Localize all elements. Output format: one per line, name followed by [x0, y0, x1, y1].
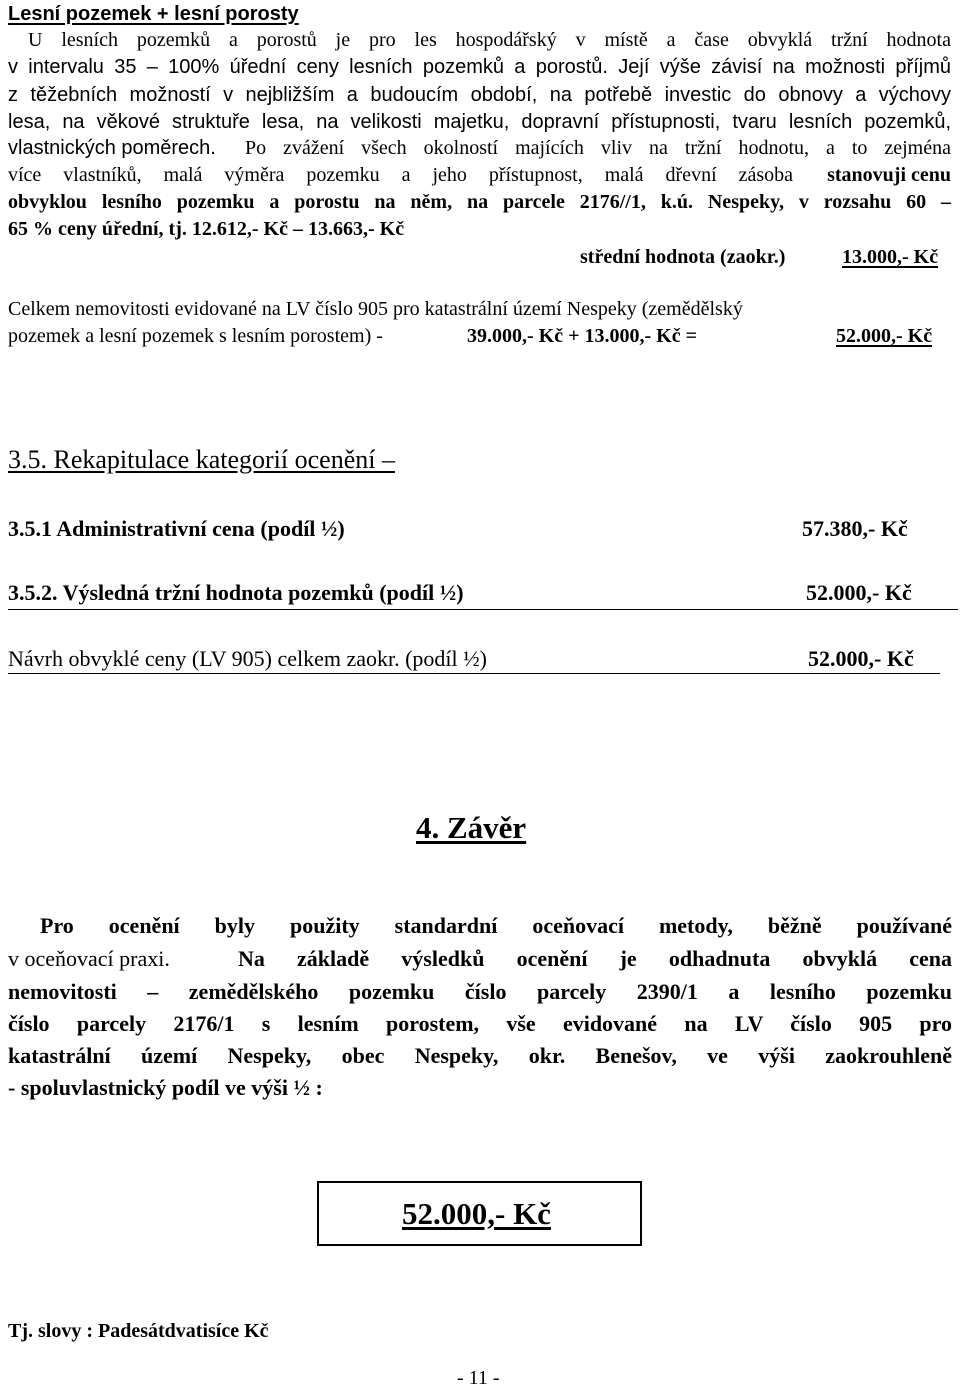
- recap-row-2-label: 3.5.2. Výsledná tržní hodnota pozemků (podíl ½): [8, 580, 464, 605]
- forest-line-8: 65 % ceny úřední, tj. 12.612,- Kč – 13.663,- Kč: [8, 218, 405, 240]
- conclusion-line-3: nemovitosti – zemědělského pozemku číslo parcely 2390/1 a lesního pozemku: [8, 979, 952, 1004]
- forest-line-5-b: Po zvážení všech okolností majících vliv na tržní hodnotu, a to zejména: [245, 137, 951, 159]
- conclusion-line-2: [8, 946, 952, 972]
- forest-line-6: [8, 164, 951, 187]
- total-line-1: Celkem nemovitosti evidované na LV číslo 905 pro katastrální území Nespeky (zemědělský: [8, 298, 743, 320]
- recap-underline: [8, 673, 940, 674]
- conclusion-line-1: Pro ocenění byly použity standardní oceňovací metody, běžně používané: [40, 913, 952, 938]
- total-line-2-sum: 39.000,- Kč + 13.000,- Kč =: [467, 325, 697, 347]
- mid-value-label: střední hodnota (zaokr.): [580, 246, 786, 268]
- forest-line-5: [8, 137, 951, 160]
- conclusion-line-2-a: v oceňovací praxi.: [8, 946, 170, 971]
- forest-line-4: lesa, na věkové struktuře lesa, na velikosti majetku, dopravní přístupnosti, tvaru lesních pozemků,: [8, 111, 951, 133]
- conclusion-line-5: katastrální území Nespeky, obec Nespeky, okr. Benešov, ve výši zaokrouhleně: [8, 1043, 952, 1068]
- forest-line-2: v intervalu 35 – 100% úřední ceny lesních pozemků a porostů. Její výše závisí na možnosti příjmů: [8, 56, 951, 78]
- recap-divider: [8, 609, 958, 610]
- total-line-2-text: pozemek a lesní pozemek s lesním porostem) -: [8, 325, 383, 347]
- value-in-words: Tj. slovy : Padesátdvatisíce Kč: [8, 1320, 269, 1342]
- recap-row-2-value: 52.000,- Kč: [806, 580, 912, 605]
- final-value: 52.000,- Kč: [402, 1196, 551, 1231]
- mid-value: 13.000,- Kč: [842, 246, 939, 268]
- conclusion-line-2-b: Na základě výsledků ocenění je odhadnuta obvyklá cena: [238, 946, 952, 971]
- recap-row-3-value: 52.000,- Kč: [808, 646, 914, 671]
- recap-heading: 3.5. Rekapitulace kategorií ocenění –: [8, 445, 395, 474]
- forest-line-6-b: stanovuji cenu: [827, 164, 951, 186]
- forest-line-7: obvyklou lesního pozemku a porostu na něm, na parcele 2176//1, k.ú. Nespeky, v rozsahu 60 –: [8, 191, 951, 213]
- forest-line-6-a: více vlastníků, malá výměra pozemku a jeho přístupnost, malá dřevní zásoba: [8, 164, 793, 186]
- forest-heading: Lesní pozemek + lesní porosty: [8, 3, 299, 25]
- recap-row-1-label: 3.5.1 Administrativní cena (podíl ½): [8, 516, 345, 541]
- forest-line-3: z těžebních možností v nejbližším a budoucím období, na potřebě investic do obnovy a výchovy: [8, 84, 951, 106]
- conclusion-heading: 4. Závěr: [416, 810, 527, 845]
- conclusion-line-4: číslo parcely 2176/1 s lesním porostem, vše evidované na LV číslo 905 pro: [8, 1011, 952, 1036]
- recap-row-1-value: 57.380,- Kč: [802, 516, 908, 541]
- forest-line-1: U lesních pozemků a porostů je pro les hospodářský v místě a čase obvyklá tržní hodnota: [28, 29, 951, 51]
- page-number: - 11 -: [457, 1367, 500, 1389]
- conclusion-line-6: - spoluvlastnický podíl ve výši ½ :: [8, 1075, 323, 1100]
- total-line-2-total: 52.000,- Kč: [836, 325, 933, 347]
- forest-line-5-a: vlastnických poměrech.: [8, 137, 216, 159]
- recap-row-3-label: Návrh obvyklé ceny (LV 905) celkem zaokr. (podíl ½): [8, 646, 487, 671]
